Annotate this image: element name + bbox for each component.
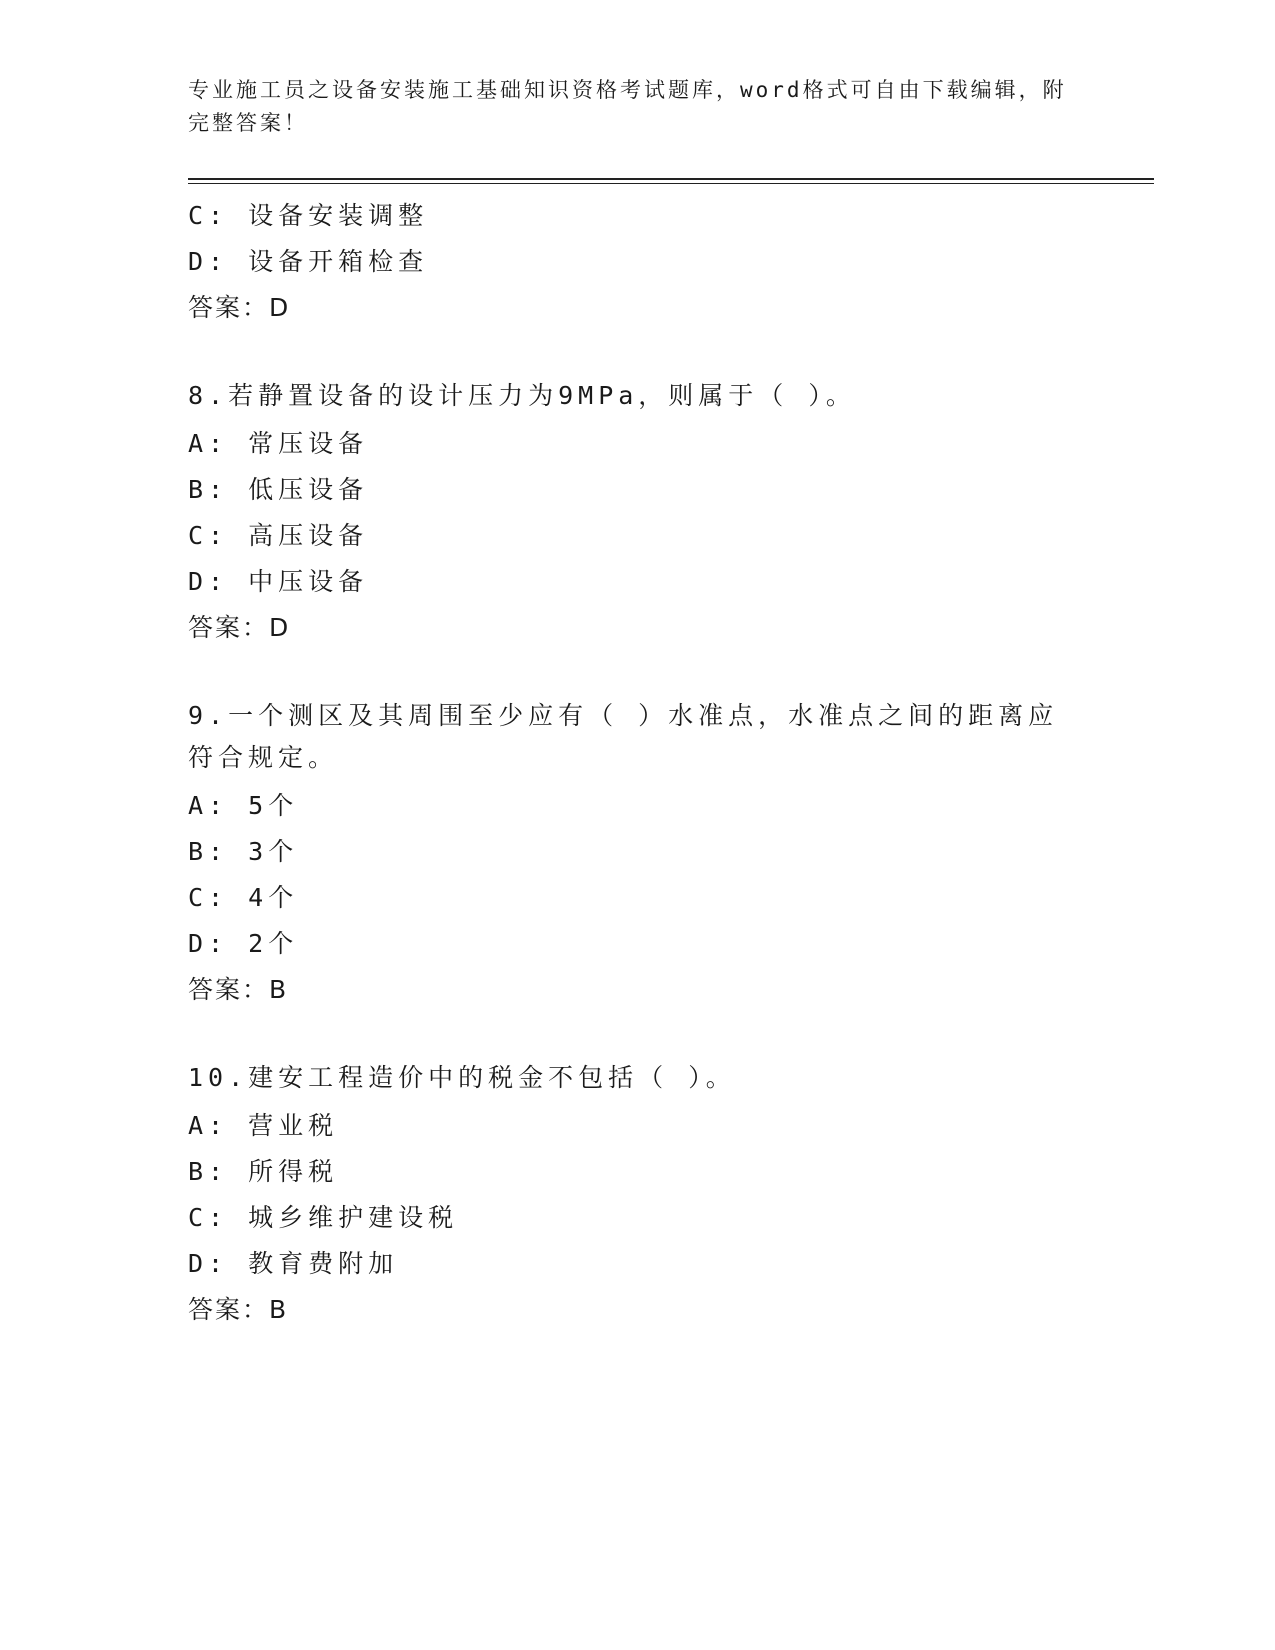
question-10 (188, 1057, 1088, 1333)
header-rule-thin (188, 183, 1154, 184)
continued-question (188, 193, 1088, 331)
option-d: D: 教育费附加 (188, 1249, 399, 1278)
option-a: A: 5个 (188, 791, 299, 820)
question-text: 8.若静置设备的设计压力为9MPa，则属于（ ）。 (188, 381, 856, 410)
option-b: B: 低压设备 (188, 475, 369, 504)
answer-line: 答案：D (188, 293, 291, 322)
answer-line: 答案：D (188, 613, 291, 642)
option-b: B: 所得税 (188, 1157, 339, 1186)
page-header: 专业施工员之设备安装施工基础知识资格考试题库，word格式可自由下载编辑，附完整答案！ (188, 78, 1067, 135)
option-d: D: 2个 (188, 929, 299, 958)
option-a: A: 常压设备 (188, 429, 369, 458)
answer-line: 答案：B (188, 1295, 289, 1324)
option-d: D: 设备开箱检查 (188, 247, 429, 276)
option-c: C: 设备安装调整 (188, 201, 429, 230)
option-c: C: 4个 (188, 883, 299, 912)
option-d: D: 中压设备 (188, 567, 369, 596)
option-a: A: 营业税 (188, 1111, 339, 1140)
header-rule-thick (188, 178, 1154, 180)
answer-line: 答案：B (188, 975, 289, 1004)
question-9 (188, 695, 1088, 1013)
option-c: C: 高压设备 (188, 521, 369, 550)
question-text: 10.建安工程造价中的税金不包括（ ）。 (188, 1063, 736, 1092)
question-8 (188, 375, 1088, 651)
question-text: 9.一个测区及其周围至少应有（ ）水准点，水准点之间的距离应符合规定。 (188, 701, 1059, 772)
document-body (188, 193, 1088, 1333)
option-b: B: 3个 (188, 837, 299, 866)
option-c: C: 城乡维护建设税 (188, 1203, 459, 1232)
